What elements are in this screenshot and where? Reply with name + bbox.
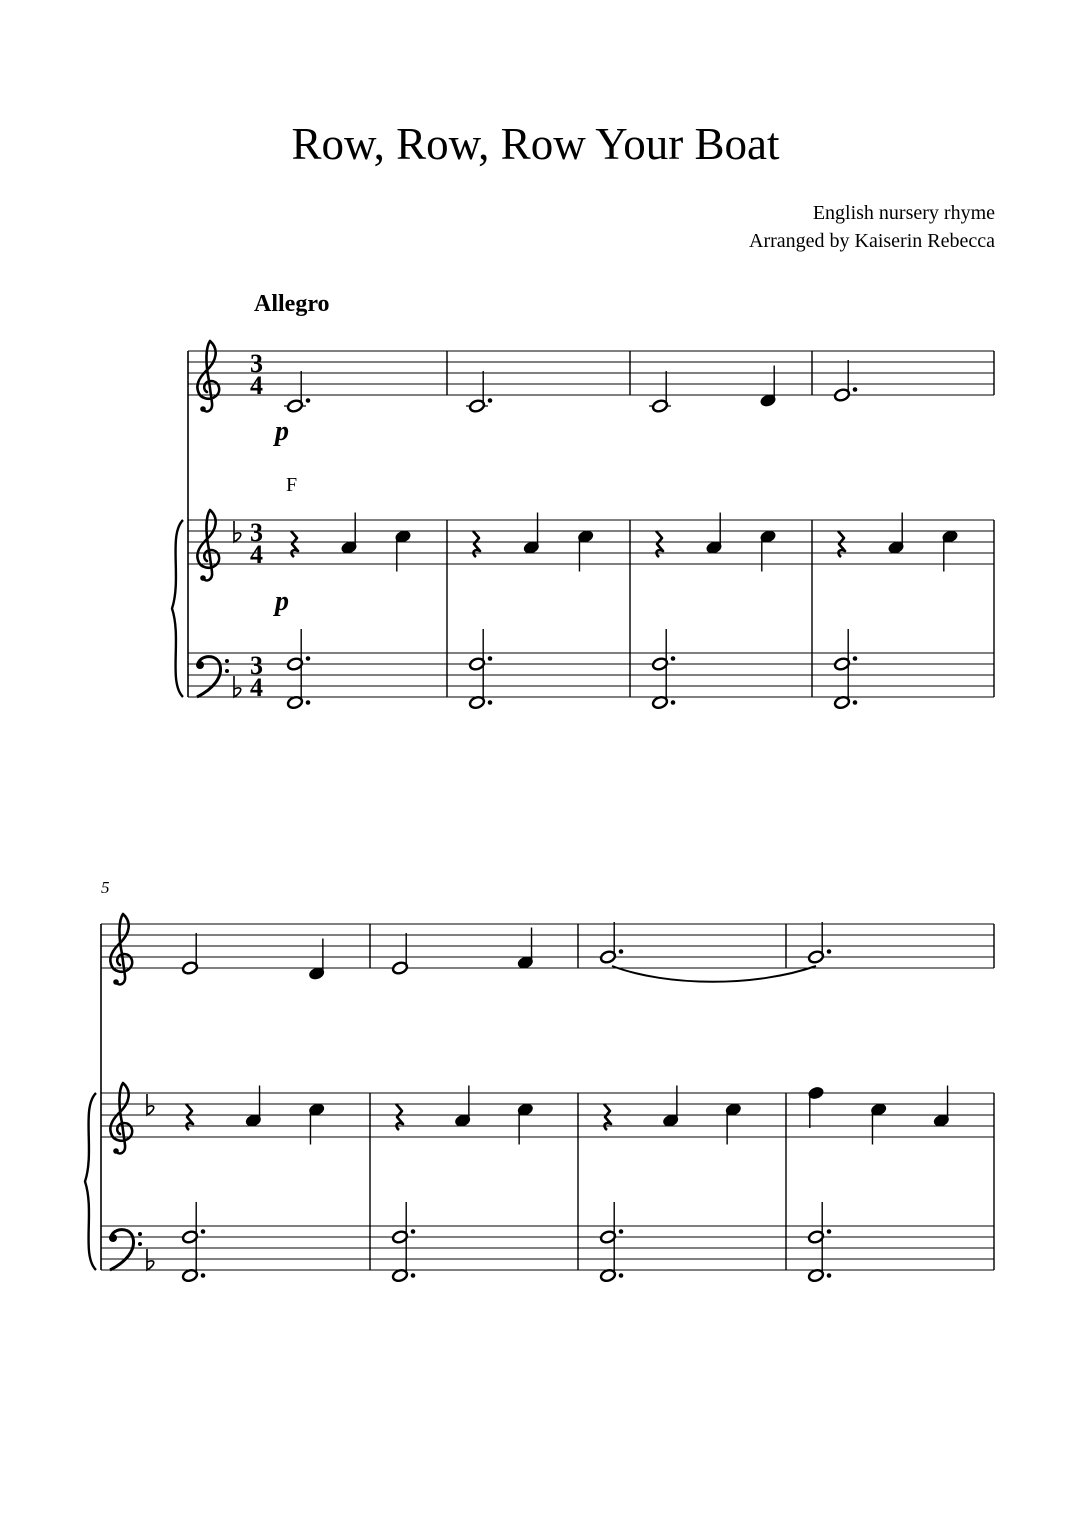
augmentation-dot	[488, 398, 493, 403]
time-signature-denominator: 4	[250, 371, 263, 400]
augmentation-dot	[306, 398, 311, 403]
augmentation-dot	[201, 1273, 206, 1278]
treble-clef-shape	[197, 510, 219, 580]
augmentation-dot	[827, 1273, 832, 1278]
treble-clef-shape	[110, 1083, 132, 1153]
augmentation-dot	[671, 700, 676, 705]
treble-clef	[110, 1083, 132, 1154]
augmentation-dot	[306, 656, 311, 661]
treble-clef	[197, 510, 219, 581]
treble-clef-dot	[113, 1148, 119, 1154]
measure-number: 5	[101, 878, 110, 897]
augmentation-dot	[853, 656, 858, 661]
piano-brace	[172, 520, 183, 697]
bass-clef-knob	[196, 661, 204, 669]
treble-clef	[197, 341, 219, 412]
dynamic-marking: p	[275, 586, 289, 617]
treble-clef-dot	[200, 406, 206, 412]
composer-credit: English nursery rhyme	[812, 202, 995, 224]
time-signature-numerator: 3	[250, 349, 263, 378]
dynamic-marking: p	[275, 416, 289, 447]
augmentation-dot	[853, 700, 858, 705]
arranger-credit: Arranged by Kaiserin Rebecca	[749, 230, 995, 252]
bass-clef-dot	[138, 1232, 142, 1236]
treble-clef-dot	[200, 575, 206, 581]
piano-brace	[85, 1093, 96, 1270]
augmentation-dot	[411, 1229, 416, 1234]
augmentation-dot	[306, 700, 311, 705]
augmentation-dot	[619, 1273, 624, 1278]
treble-clef-shape	[110, 914, 132, 984]
augmentation-dot	[853, 387, 858, 392]
augmentation-dot	[201, 1229, 206, 1234]
treble-clef-shape	[197, 341, 219, 411]
bass-clef	[109, 1230, 142, 1270]
time-signature-denominator: 4	[250, 673, 263, 702]
augmentation-dot	[619, 949, 624, 954]
bass-clef-dot	[138, 1242, 142, 1246]
augmentation-dot	[619, 1229, 624, 1234]
chord-symbol: F	[286, 474, 298, 496]
augmentation-dot	[411, 1273, 416, 1278]
piece-title: Row, Row, Row Your Boat	[291, 119, 780, 169]
augmentation-dot	[671, 656, 676, 661]
augmentation-dot	[827, 1229, 832, 1234]
bass-clef-knob	[109, 1234, 117, 1242]
time-signature-numerator: 3	[250, 651, 263, 680]
tempo-marking: Allegro	[254, 291, 330, 317]
augmentation-dot	[488, 700, 493, 705]
time-signature-denominator: 4	[250, 540, 263, 569]
augmentation-dot	[827, 949, 832, 954]
time-signature-numerator: 3	[250, 518, 263, 547]
augmentation-dot	[488, 656, 493, 661]
bass-clef-dot	[225, 659, 229, 663]
bass-clef-dot	[225, 669, 229, 673]
treble-clef-dot	[113, 979, 119, 985]
bass-clef	[196, 657, 229, 697]
treble-clef	[110, 914, 132, 985]
